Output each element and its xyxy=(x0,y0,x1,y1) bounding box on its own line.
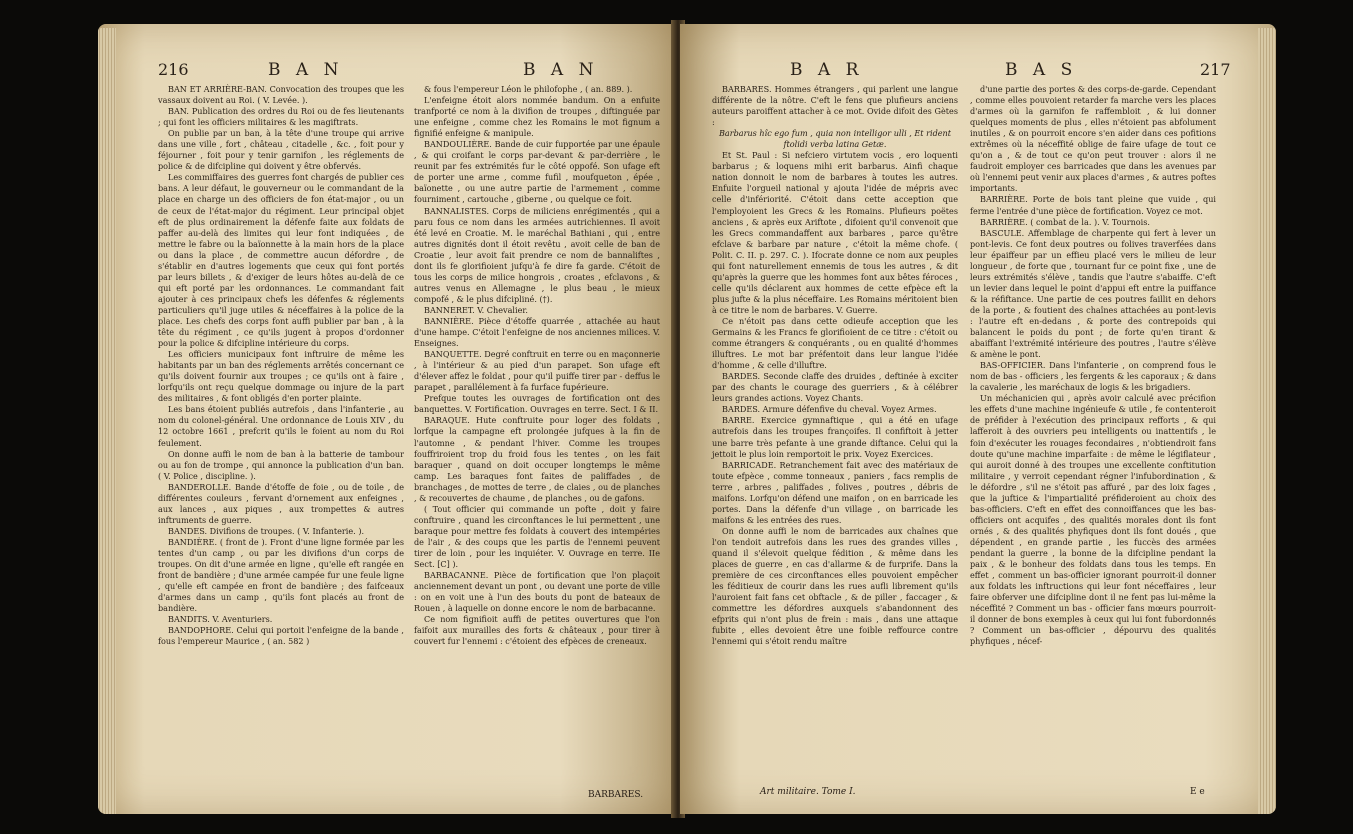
text-column-1 xyxy=(158,84,404,647)
paragraph: BANDEROLLE. Bande d'étoffe de foie , ou de toile , de différentes couleurs , fervant d'ornement aux enfeignes , aux lances , aux piques , aux trompettes & autres inftruments de guerre. xyxy=(158,481,404,525)
paragraph: Barbarus hîc ego fum , quia non intelligor ulli , Et rident ftolidi verba latina Getæ. xyxy=(718,128,952,150)
paragraph: BARRIÈRE. ( combat de la. ). V. Tournois. xyxy=(980,216,1150,227)
running-head: B A N xyxy=(268,60,344,80)
paragraph: ( Tout officier qui commande un pofte , doit y faire conftruire , quand les circonftances le lui permettent , une baraque pour mettre fes foldats à couvert des intempéries de l'air , & des coups que les partis de l'ennemi peuvent tirer de loin , pour les inquiéter. V. Ouvrage en terre. IIe Sect. [C] ). xyxy=(414,503,660,570)
paragraph: BARRICADE. Retranchement fait avec des matériaux de toute efpèce , comme tonneaux , paniers , facs remplis de terre , arbres , paliffades , folives , poutres , débris de maifons. Lorfqu'on défend une maifon , on en barricade les portes. Dans la défenfe d'un village , on barricade les maifons & les entrées des rues. xyxy=(712,459,958,525)
footer-title: Art militaire. Tome I. xyxy=(760,787,856,797)
running-head: B A S xyxy=(1005,60,1078,80)
paragraph: BAN. Publication des ordres du Roi ou de fes lieutenants ; qui font les officiers militaires & les magiftrats. xyxy=(158,106,404,128)
text-column-2 xyxy=(970,84,1216,647)
text-column-1 xyxy=(712,84,958,647)
paragraph: BARBARES. Hommes étrangers , qui parlent une langue différente de la nôtre. C'eft le fens que plufieurs anciens auteurs paroiffent attacher à ce mot. Ovide difoit des Gètes : xyxy=(712,84,958,128)
right-page-edges xyxy=(1258,28,1276,814)
paragraph: BANNIÈRE. Pièce d'étoffe quarrée , attachée au haut d'une hampe. C'étoit l'enfeigne de nos anciennes milices. V. Enseignes. xyxy=(414,315,660,349)
open-book xyxy=(88,14,1288,826)
paragraph: Les officiers municipaux font inftruire de même les habitants par un ban des réglements arrêtés concernant ce qu'ils doivent fournir aux troupes ; ce qu'ils ont à faire , lorfqu'ils ont reçu quelque dommage ou injure de la part des militaires , & font obligés d'en porter plainte. xyxy=(158,349,404,404)
paragraph: BANDOPHORE. Celui qui portoit l'enfeigne de la bande , fous l'empereur Maurice , ( an. 582 ) xyxy=(158,625,404,647)
page-number-left: 216 xyxy=(158,60,189,79)
catchword: BARBARES. xyxy=(588,790,644,800)
paragraph: BANNALISTES. Corps de miliciens enrégimentés , qui a paru fous ce nom dans les armées autrichiennes. Il avoit été levé en Croatie. M. le maréchal Bathiani , qui , entre autres dignités dont il étoit revêtu , avoit celle de ban de Croatie , leur avoit fait prendre ce nom de bannaliftes , dont ils fe glorifioient jufqu'à fe dire fa garde. C'étoit de tous les corps de milice hongrois , croates , efclavons , & autres venus en Allemagne , le plus beau , le mieux compofé , & le plus difcipliné. (†). xyxy=(414,205,660,304)
signature-mark: E e xyxy=(1190,787,1205,797)
paragraph: BARRE. Exercice gymnaftique , qui a été en ufage autrefois dans les troupes françoifes. Il confiftoit à jetter une barre très pefante à une grande diftance. Celui qui la jettoit le plus loin remportoit le prix. Voyez Exercices. xyxy=(712,415,958,459)
page-number-right: 217 xyxy=(1200,60,1231,79)
paragraph: Les bans étoient publiés autrefois , dans l'infanterie , au nom du colonel-général. Une ordonnance de Louis XIV , du 12 octobre 1661 , prefcrit qu'ils le foient au nom du Roi feulement. xyxy=(158,404,404,448)
paragraph: On donne auffi le nom de ban à la batterie de tambour ou au fon de trompe , qui annonce la publication d'un ban. ( V. Police , discipline. ). xyxy=(158,448,404,481)
paragraph: BANDITS. V. Aventuriers. xyxy=(168,614,273,625)
paragraph: BASCULE. Affemblage de charpente qui fert à lever un pont-levis. Ce font deux poutres ou folives traverfées dans leur épaiffeur par un effieu placé vers le milieu de leur longueur , de forte que , tournant fur ce point fixe , une de leurs extrémités s'élève , tandis que l'autre s'abaiffe. C'eft un levier dans lequel le point d'appui eft entre la puiffance & la réfiftance. Une partie de ces poutres faillit en dehors de la porte , & foutient des chaînes attachées au pont-levis : l'autre eft en-dedans , & porte des contrepoids qui balancent le poids du pont ; de forte qu'en tirant & abaiffant l'extrémité intérieure des poutres , l'autre s'élève & amène le pont. xyxy=(970,227,1216,360)
paragraph: Prefque toutes les ouvrages de fortification ont des banquettes. V. Fortification. Ouvrages en terre. Sect. I & II. xyxy=(414,393,660,415)
text-column-2 xyxy=(414,84,660,647)
paragraph: BANNERET. V. Chevalier. xyxy=(424,304,528,315)
paragraph: BANQUETTE. Degré conftruit en terre ou en maçonnerie , à l'intérieur & au pied d'un parapet. Son ufage eft d'élever affez le foldat , pour qu'il puiffe tirer par - deffus le parapet , parallélement à fa furface fupérieure. xyxy=(414,349,660,393)
right-page xyxy=(680,24,1276,814)
running-head: B A R xyxy=(790,60,864,80)
left-page xyxy=(98,24,676,814)
left-page-edges xyxy=(98,28,116,814)
paragraph: Ce n'étoit pas dans cette odieufe acception que les Germains & les Francs fe glorifioient de ce titre : c'étoit ou comme étrangers & conquérants , ou en qualité d'hommes illuftres. Le mot bar préfentoit dans leur langue l'idée d'homme , & celle d'illuftre. xyxy=(712,315,958,371)
paragraph: BARDES. Seconde claffe des druides , deftinée à exciter par des chants le courage des guerriers , & à célébrer leurs grandes actions. Voyez Chants. xyxy=(712,371,958,404)
paragraph: Les commiffaires des guerres font chargés de publier ces bans. A leur défaut, le gouverneur ou le commandant de la place en charge un des officiers de fon état-major , ou un de ceux de l'état-major du régiment. Leur principal objet eft de plus ordinairement la défenfe faite aux foldats de paffer au-delà des limites qui leur font indiquées , de mettre le fabre ou la baïonnette à la main hors de la place ou dans la place , de commettre aucun défordre , de s'établir en d'autres logements que ceux qui font portés par leurs billets , & d'exiger de leurs hôtes au-delà de ce qui eft porté par les ordonnances. Le commandant fait ajouter à ces principaux chefs les défenfes & réglements particuliers qu'il juge utiles & néceffaires à la police de la place. Les chefs des corps font auffi publier par ban , à la tête du régiment , ce qu'ils jugent à propos d'ordonner pour la police & difcipline intérieure du corps. xyxy=(158,172,404,349)
running-head: B A N xyxy=(523,60,599,80)
paragraph: Un méchanicien qui , après avoir calculé avec précifion les effets d'une machine ingénieufe & utile , fe contenteroit de préfider à l'exécution des principaux refforts , & qui lafferoit à des ouvriers peu intelligents ou inattentifs , le foin d'exécuter les rouages fecondaires , n'obtiendroit fans doute qu'une machine imparfaite : de même le légiflateur , qui auroit donné à des troupes une excellente conftitution militaire , y verroit cependant régner l'infubordination , & le défordre , s'il ne s'étoit pas affuré , par des loix fages , que la juftice & l'impartialité préfideroient au choix des bas-officiers. C'eft en effet des connoiffances que les bas-officiers ont acquifes , des qualités morales dont ils font ornés , & des qualités phyfiques dont ils font doués , que dépendent , en grande partie , les fuccès des armées pendant la guerre , la bonne de la difcipline pendant la paix , & le bonheur des foldats dans tous les temps. En effet , comment un bas-officier ignorant pourroit-il donner aux foldats les inftructions qui leur font néceffaires , leur faire obferver une difcipline dont il ne fent pas lui-même la néceffité ? Comment un bas - officier fans mœurs pourroit-il donner de bons exemples à ceux qui lui font fubordonnés ? Comment un bas-officier , dépourvu des qualités phyfiques , nécef- xyxy=(970,393,1216,647)
paragraph: On publie par un ban, à la tête d'une troupe qui arrive dans une ville , fort , château , citadelle , &c. , foit pour y féjourner , foit pour y tenir garnifon , les réglements de police & de difcipline qui doivent y être obfervés. xyxy=(158,128,404,172)
paragraph: BARRIÈRE. Porte de bois tant pleine que vuide , qui ferme l'entrée d'une pièce de fortification. Voyez ce mot. xyxy=(970,194,1216,216)
paragraph: Ce nom fignifioit auffi de petites ouvertures que l'on faifoit aux murailles des forts & châteaux , pour tirer à couvert fur l'ennemi : c'étoient des efpèces de creneaux. xyxy=(414,614,660,647)
paragraph: BARAQUE. Hute conftruite pour loger des foldats , lorfque la campagne eft prolongée jufques à la fin de l'automne , & pendant l'hiver. Comme les troupes fouffriroient trop du froid fous les tentes , on les fait baraquer , quand on doit occuper longtemps le même camp. Les baraques font faites de paliffades , de branchages , de mottes de terre , de claies , ou de planches , & recouvertes de chaume , de planches , ou de gafons. xyxy=(414,415,660,503)
paragraph: BARBACANNE. Pièce de fortification que l'on plaçoit anciennement devant un pont , ou devant une porte de ville : on en voit une à l'un des bouts du pont de bateaux de Rouen , à laquelle on donne encore le nom de barbacanne. xyxy=(414,570,660,614)
paragraph: & fous l'empereur Léon le philofophe , ( an. 889. ). xyxy=(424,84,633,94)
paragraph: L'enfeigne étoit alors nommée bandum. On a enfuite tranfporté ce nom à la divifion de troupes , diftinguée par une enfeigne , comme chez les Romains le mot fignum a fignifié enfeigne & manipule. xyxy=(414,95,660,139)
paragraph: BAS-OFFICIER. Dans l'infanterie , on comprend fous le nom de bas - officiers , les fergents & les caporaux ; & dans la cavalerie , les maréchaux de logis & les brigadiers. xyxy=(970,360,1216,393)
paragraph: BARDES. Armure défenfive du cheval. Voyez Armes. xyxy=(722,404,937,415)
paragraph: d'une partie des portes & des corps-de-garde. Cependant , comme elles pouvoient retarder fa marche vers les places d'armes où la garnifon fe raffembloit , & lui donner quelques moments de plus , elles n'étoient pas abfolument inutiles , & on pourroit encore s'en aider dans ces pofitions extrêmes où la néceffité oblige de faire ufage de tout ce qu'on a , & de tout ce qu'on peut trouver : alors il ne faudroit employer ces barricades que dans les avenues par où l'ennemi peut venir aux places d'armes , & autres poftes importants. xyxy=(970,84,1216,194)
paragraph: BAN ET ARRIÈRE-BAN. Convocation des troupes que les vassaux doivent au Roi. ( V. Levée. ). xyxy=(158,84,404,106)
paragraph: On donne auffi le nom de barricades aux chaînes que l'on tendoit autrefois dans les rues des grandes villes , quand il s'élevoit quelque fédition , & même dans les places de guerre , en cas d'allarme & de furprife. Dans la première de ces circonftances elles pouvoient empêcher les féditieux de courir dans les rues aufli librement qu'ils l'auroient fait fans cet obftacle , & de piller , faccager , & commettre les défordres auxquels s'abandonnent des efprits qui n'ont plus de frein : mais , dans une attaque fubite , elles devoient être une foible reffource contre l'ennemi qui s'étoit rendu maître xyxy=(712,525,958,647)
paragraph: Et St. Paul : Si nefciero virtutem vocis , ero loquenti barbarus ; & loquens mihi erit barbarus. Ainfi chaque nation donnoit le nom de barbares à toutes les autres. Enfuite l'orgueil national y ajouta l'idée de mépris avec celle d'infériorité. C'étoit dans cette acception que l'employoient les Grecs & les Romains. Plufieurs poëtes anciens , & après eux Ariftote , difoient qu'il convenoit que les Grecs commandaffent aux barbares , parce qu'être efclave & barbare par nature , c'étoit la même chofe. ( Polit. C. II. p. 297. C. ). Ifocrate donne ce nom aux peuples qui font naturellement ennemis de tous les autres , & dit qu'après la guerre que les hommes font aux bêtes féroces , celle qu'ils déclarent aux hommes de cette efpèce eft la plus jufte & la plus néceffaire. Les Romains méritoient bien à ce titre le nom de barbares. V. Guerre. xyxy=(712,150,958,315)
paragraph: BANDIÈRE. ( front de ). Front d'une ligne formée par les tentes d'un camp , ou par les divifions d'un corps de troupes. On dit d'une armée en ligne , qu'elle eft rangée en front de bandière ; d'une armée campée fur une feule ligne , qu'elle eft campée en front de bandière ; des faifceaux d'armes dans un camp , qu'ils font placés au front de bandière. xyxy=(158,536,404,614)
paragraph: BANDOULIÈRE. Bande de cuir fupportée par une épaule , & qui croifant le corps par-devant & par-derrière , le reunit par fes extrémités fur le côté oppofé. Son ufage eft de porter une arme , comme fufil , moufqueton , épée , baïonette , ou une autre partie de l'armement , comme fourniment , cartouche , giberne , ou quelque ce foit. xyxy=(414,139,660,205)
paragraph: BANDES. Divifions de troupes. ( V. Infanterie. ). xyxy=(168,525,365,536)
